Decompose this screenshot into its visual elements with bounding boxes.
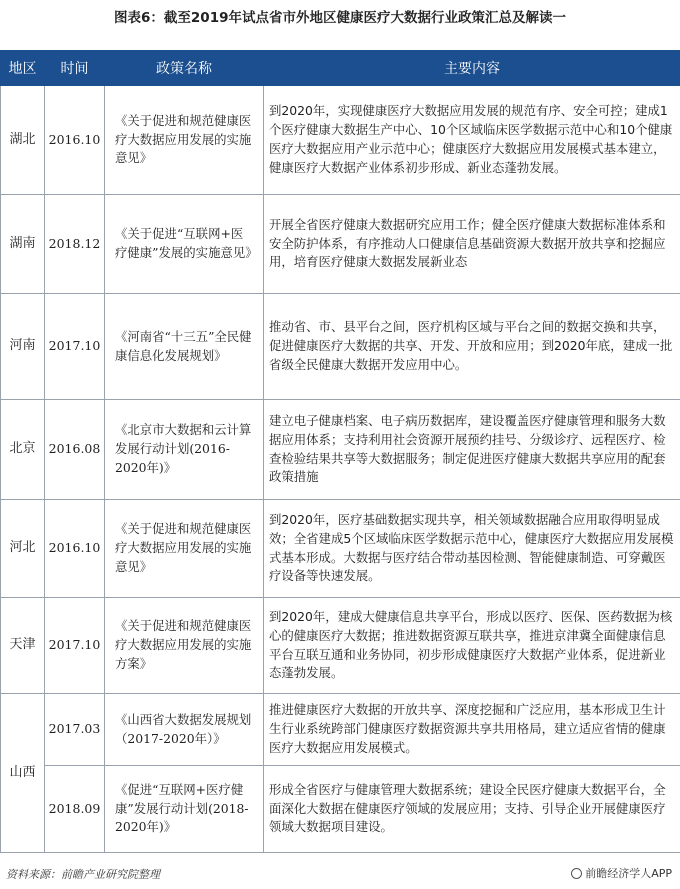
content-cell: 到2020年，实现健康医疗大数据应用发展的规范有序、安全可控；建成1个医疗健康大数据生产中心、10个区域临床医学数据示范中心和10个健康医疗大数据应用产业示范中心；健康医疗大数据应用发展模式基本建立，健康医疗大数据产业体系初步形成、新业态蓬勃发展。 bbox=[264, 86, 680, 195]
region-cell: 河北 bbox=[1, 500, 45, 598]
policy-cell: 《北京市大数据和云计算发展行动计划(2016-2020年)》 bbox=[105, 400, 264, 500]
policy-table bbox=[0, 50, 680, 853]
policy-cell: 《关于促进和规范健康医疗大数据应用发展的实施意见》 bbox=[105, 86, 264, 195]
content-cell: 推动省、市、县平台之间，医疗机构区域与平台之间的数据交换和共享，促进健康医疗大数据的共享、开发、开放和应用；到2020年底，建成一批省级全民健康大数据开发应用中心。 bbox=[264, 294, 680, 400]
content-cell: 开展全省医疗健康大数据研究应用工作；健全医疗健康大数据标准体系和安全防护体系，有序推动人口健康信息基础资源大数据开放共享和挖掘应用，培育医疗健康大数据发展新业态 bbox=[264, 195, 680, 294]
header-content: 主要内容 bbox=[264, 51, 680, 86]
time-cell: 2016.08 bbox=[45, 400, 105, 500]
table-row bbox=[1, 500, 680, 598]
policy-cell: 《关于促进和规范健康医疗大数据应用发展的实施方案》 bbox=[105, 598, 264, 694]
brand-name: 前瞻经济学人APP bbox=[585, 867, 672, 880]
table-row bbox=[1, 766, 680, 853]
policy-cell: 《关于促进“互联网+医疗健康”发展的实施意见》 bbox=[105, 195, 264, 294]
content-cell: 建立电子健康档案、电子病历数据库，建设覆盖医疗健康管理和服务大数据应用体系；支持利用社会资源开展预约挂号、分级诊疗、远程医疗、检查检验结果共享等大数据服务；制定促进医疗健康大数据共享应用的配套政策措施 bbox=[264, 400, 680, 500]
table-row bbox=[1, 294, 680, 400]
time-cell: 2017.10 bbox=[45, 294, 105, 400]
content-cell: 形成全省医疗与健康管理大数据系统；建设全民医疗健康大数据平台，全面深化大数据在健康医疗领域的发展应用；支持、引导企业开展健康医疗领域大数据项目建设。 bbox=[264, 766, 680, 853]
policy-cell: 《促进“互联网+医疗健康”发展行动计划(2018-2020年)》 bbox=[105, 766, 264, 853]
policy-cell: 《山西省大数据发展规划（2017-2020年）》 bbox=[105, 694, 264, 766]
content-cell: 推进健康医疗大数据的开放共享、深度挖掘和广泛应用，基本形成卫生计生行业系统跨部门健康医疗数据资源共享共用格局，建立适应省情的健康医疗大数据应用发展模式。 bbox=[264, 694, 680, 766]
region-cell: 湖南 bbox=[1, 195, 45, 294]
time-cell: 2017.10 bbox=[45, 598, 105, 694]
table-row bbox=[1, 195, 680, 294]
time-cell: 2018.09 bbox=[45, 766, 105, 853]
header-time: 时间 bbox=[45, 51, 105, 86]
table-row bbox=[1, 694, 680, 766]
content-cell: 到2020年，建成大健康信息共享平台，形成以医疗、医保、医药数据为核心的健康医疗大数据；推进数据资源互联共享，推进京津冀全面健康信息平台互联互通和业务协同，初步形成健康医疗大数据产业体系，促进新业态蓬勃发展。 bbox=[264, 598, 680, 694]
time-cell: 2017.03 bbox=[45, 694, 105, 766]
region-cell: 湖北 bbox=[1, 86, 45, 195]
source-note: 资料来源：前瞻产业研究院整理 bbox=[6, 868, 160, 881]
time-cell: 2016.10 bbox=[45, 500, 105, 598]
region-cell: 河南 bbox=[1, 294, 45, 400]
table-row bbox=[1, 86, 680, 195]
policy-cell: 《关于促进和规范健康医疗大数据应用发展的实施意见》 bbox=[105, 500, 264, 598]
brand-credit bbox=[571, 865, 672, 881]
content-cell: 到2020年，医疗基础数据实现共享，相关领域数据融合应用取得明显成效；全省建成5个区域临床医学数据示范中心，健康医疗大数据应用发展模式基本形成。大数据与医疗结合带动基因检测、智能健康制造、可穿戴医疗设备等快速发展。 bbox=[264, 500, 680, 598]
region-cell: 山西 bbox=[1, 694, 45, 853]
header-policy: 政策名称 bbox=[105, 51, 264, 86]
brand-logo-icon bbox=[571, 868, 582, 879]
header-region: 地区 bbox=[1, 51, 45, 86]
chart-title: 图表6：截至2019年试点省市外地区健康医疗大数据行业政策汇总及解读一 bbox=[114, 10, 566, 26]
region-cell: 天津 bbox=[1, 598, 45, 694]
policy-cell: 《河南省“十三五”全民健康信息化发展规划》 bbox=[105, 294, 264, 400]
time-cell: 2018.12 bbox=[45, 195, 105, 294]
table-row bbox=[1, 400, 680, 500]
table-row bbox=[1, 598, 680, 694]
table-header-row bbox=[1, 51, 680, 86]
time-cell: 2016.10 bbox=[45, 86, 105, 195]
region-cell: 北京 bbox=[1, 400, 45, 500]
